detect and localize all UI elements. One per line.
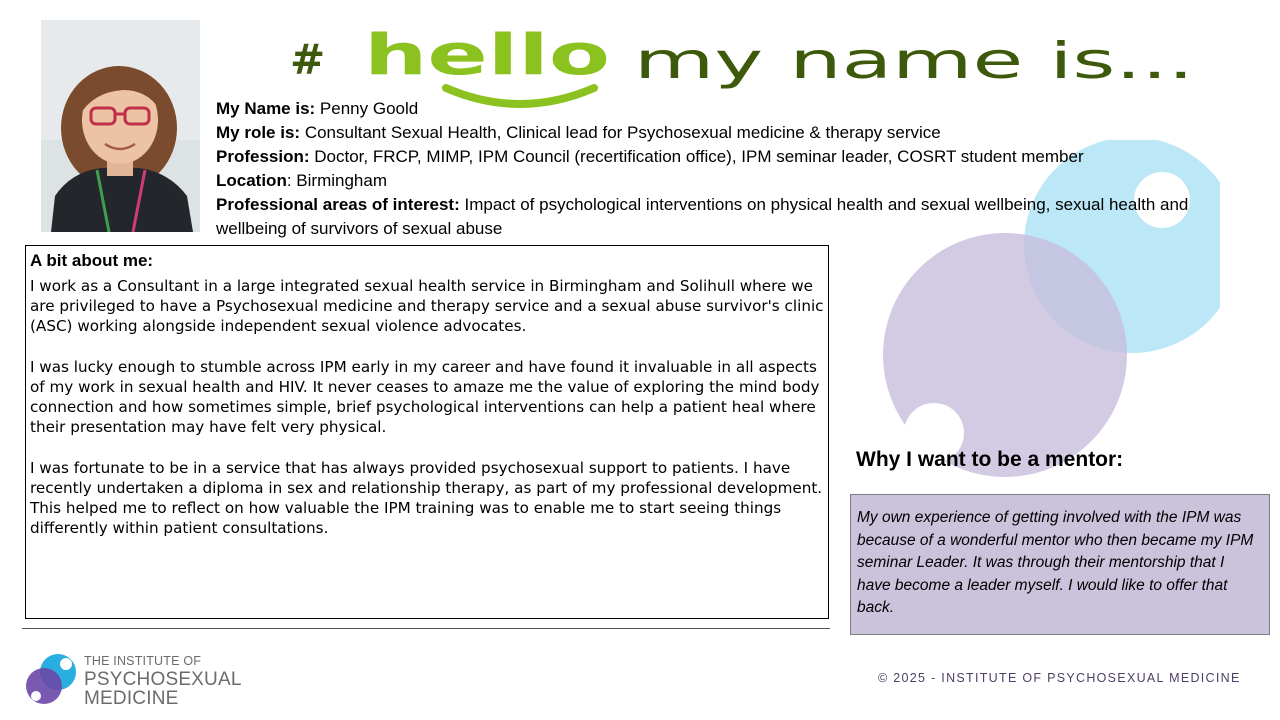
banner-hello: hello <box>364 28 610 88</box>
about-heading: A bit about me: <box>30 251 154 270</box>
profession-label: Profession: <box>216 147 310 166</box>
role-value: Consultant Sexual Health, Clinical lead for Psychosexual medicine & therapy service <box>300 123 941 142</box>
logo-line-3: MEDICINE <box>84 687 179 709</box>
name-row <box>216 97 1226 121</box>
mentor-heading: Why I want to be a mentor: <box>856 448 1124 471</box>
role-label: My role is: <box>216 123 301 142</box>
ipm-logo-text <box>84 655 242 708</box>
name-label: My Name is: <box>216 99 316 118</box>
role-row <box>216 121 1226 145</box>
profession-value: Doctor, FRCP, MIMP, IPM Council (recertification office), IPM seminar leader, COSRT student member <box>309 147 1084 166</box>
mentor-text-box: My own experience of getting involved with the IPM was because of a wonderful mentor who then became my IPM seminar Leader. It was through their mentorship that I have become a leader myself. I would like to offer that back. <box>850 494 1270 635</box>
banner-rest: my name is... <box>634 32 1194 90</box>
location-value: : Birmingham <box>286 171 387 190</box>
interests-value: Impact of psychological interventions on physical health and sexual wellbeing, sexual health and wellbeing of survivors of sexual abuse <box>216 195 1189 238</box>
banner-hash: # <box>290 35 326 84</box>
logo-line-1: THE INSTITUTE OF <box>84 654 202 668</box>
logo-line-2: PSYCHOSEXUAL <box>84 668 242 690</box>
location-label: Location <box>216 171 287 190</box>
about-paragraph: I work as a Consultant in a large integrated sexual health service in Birmingham and Solihull where we are privileged to have a Psychosexual medicine and therapy service and a sexual abuse survivor's clinic (ASC) working alongside independent sexual violence advocates. <box>30 277 824 335</box>
profile-info <box>216 97 1226 241</box>
location-row <box>216 169 1226 193</box>
about-me-box <box>25 245 829 619</box>
footer-divider <box>22 628 830 629</box>
profile-photo <box>41 20 200 232</box>
interests-label: Professional areas of interest: <box>216 195 460 214</box>
about-paragraph: I was lucky enough to stumble across IPM early in my career and have found it invaluable in all aspects of my work in sexual health and HIV. It never ceases to amaze me the value of exploring the mind body connection and how sometimes simple, brief psychological interventions can help a patient heal where their presentation may have felt very physical. <box>30 358 820 436</box>
ipm-logo-icon <box>24 652 80 706</box>
name-value: Penny Goold <box>315 99 419 118</box>
profession-row <box>216 145 1226 169</box>
about-paragraph: I was fortunate to be in a service that has always provided psychosexual support to patients. I have recently undertaken a diploma in sex and relationship therapy, as part of my professional development. This helped me to reflect on how valuable the IPM training was to enable me to start seeing things differently within patient consultations. <box>30 459 823 537</box>
interests-row <box>216 193 1226 241</box>
copyright-notice: © 2025 - INSTITUTE OF PSYCHOSEXUAL MEDICINE <box>878 671 1241 685</box>
